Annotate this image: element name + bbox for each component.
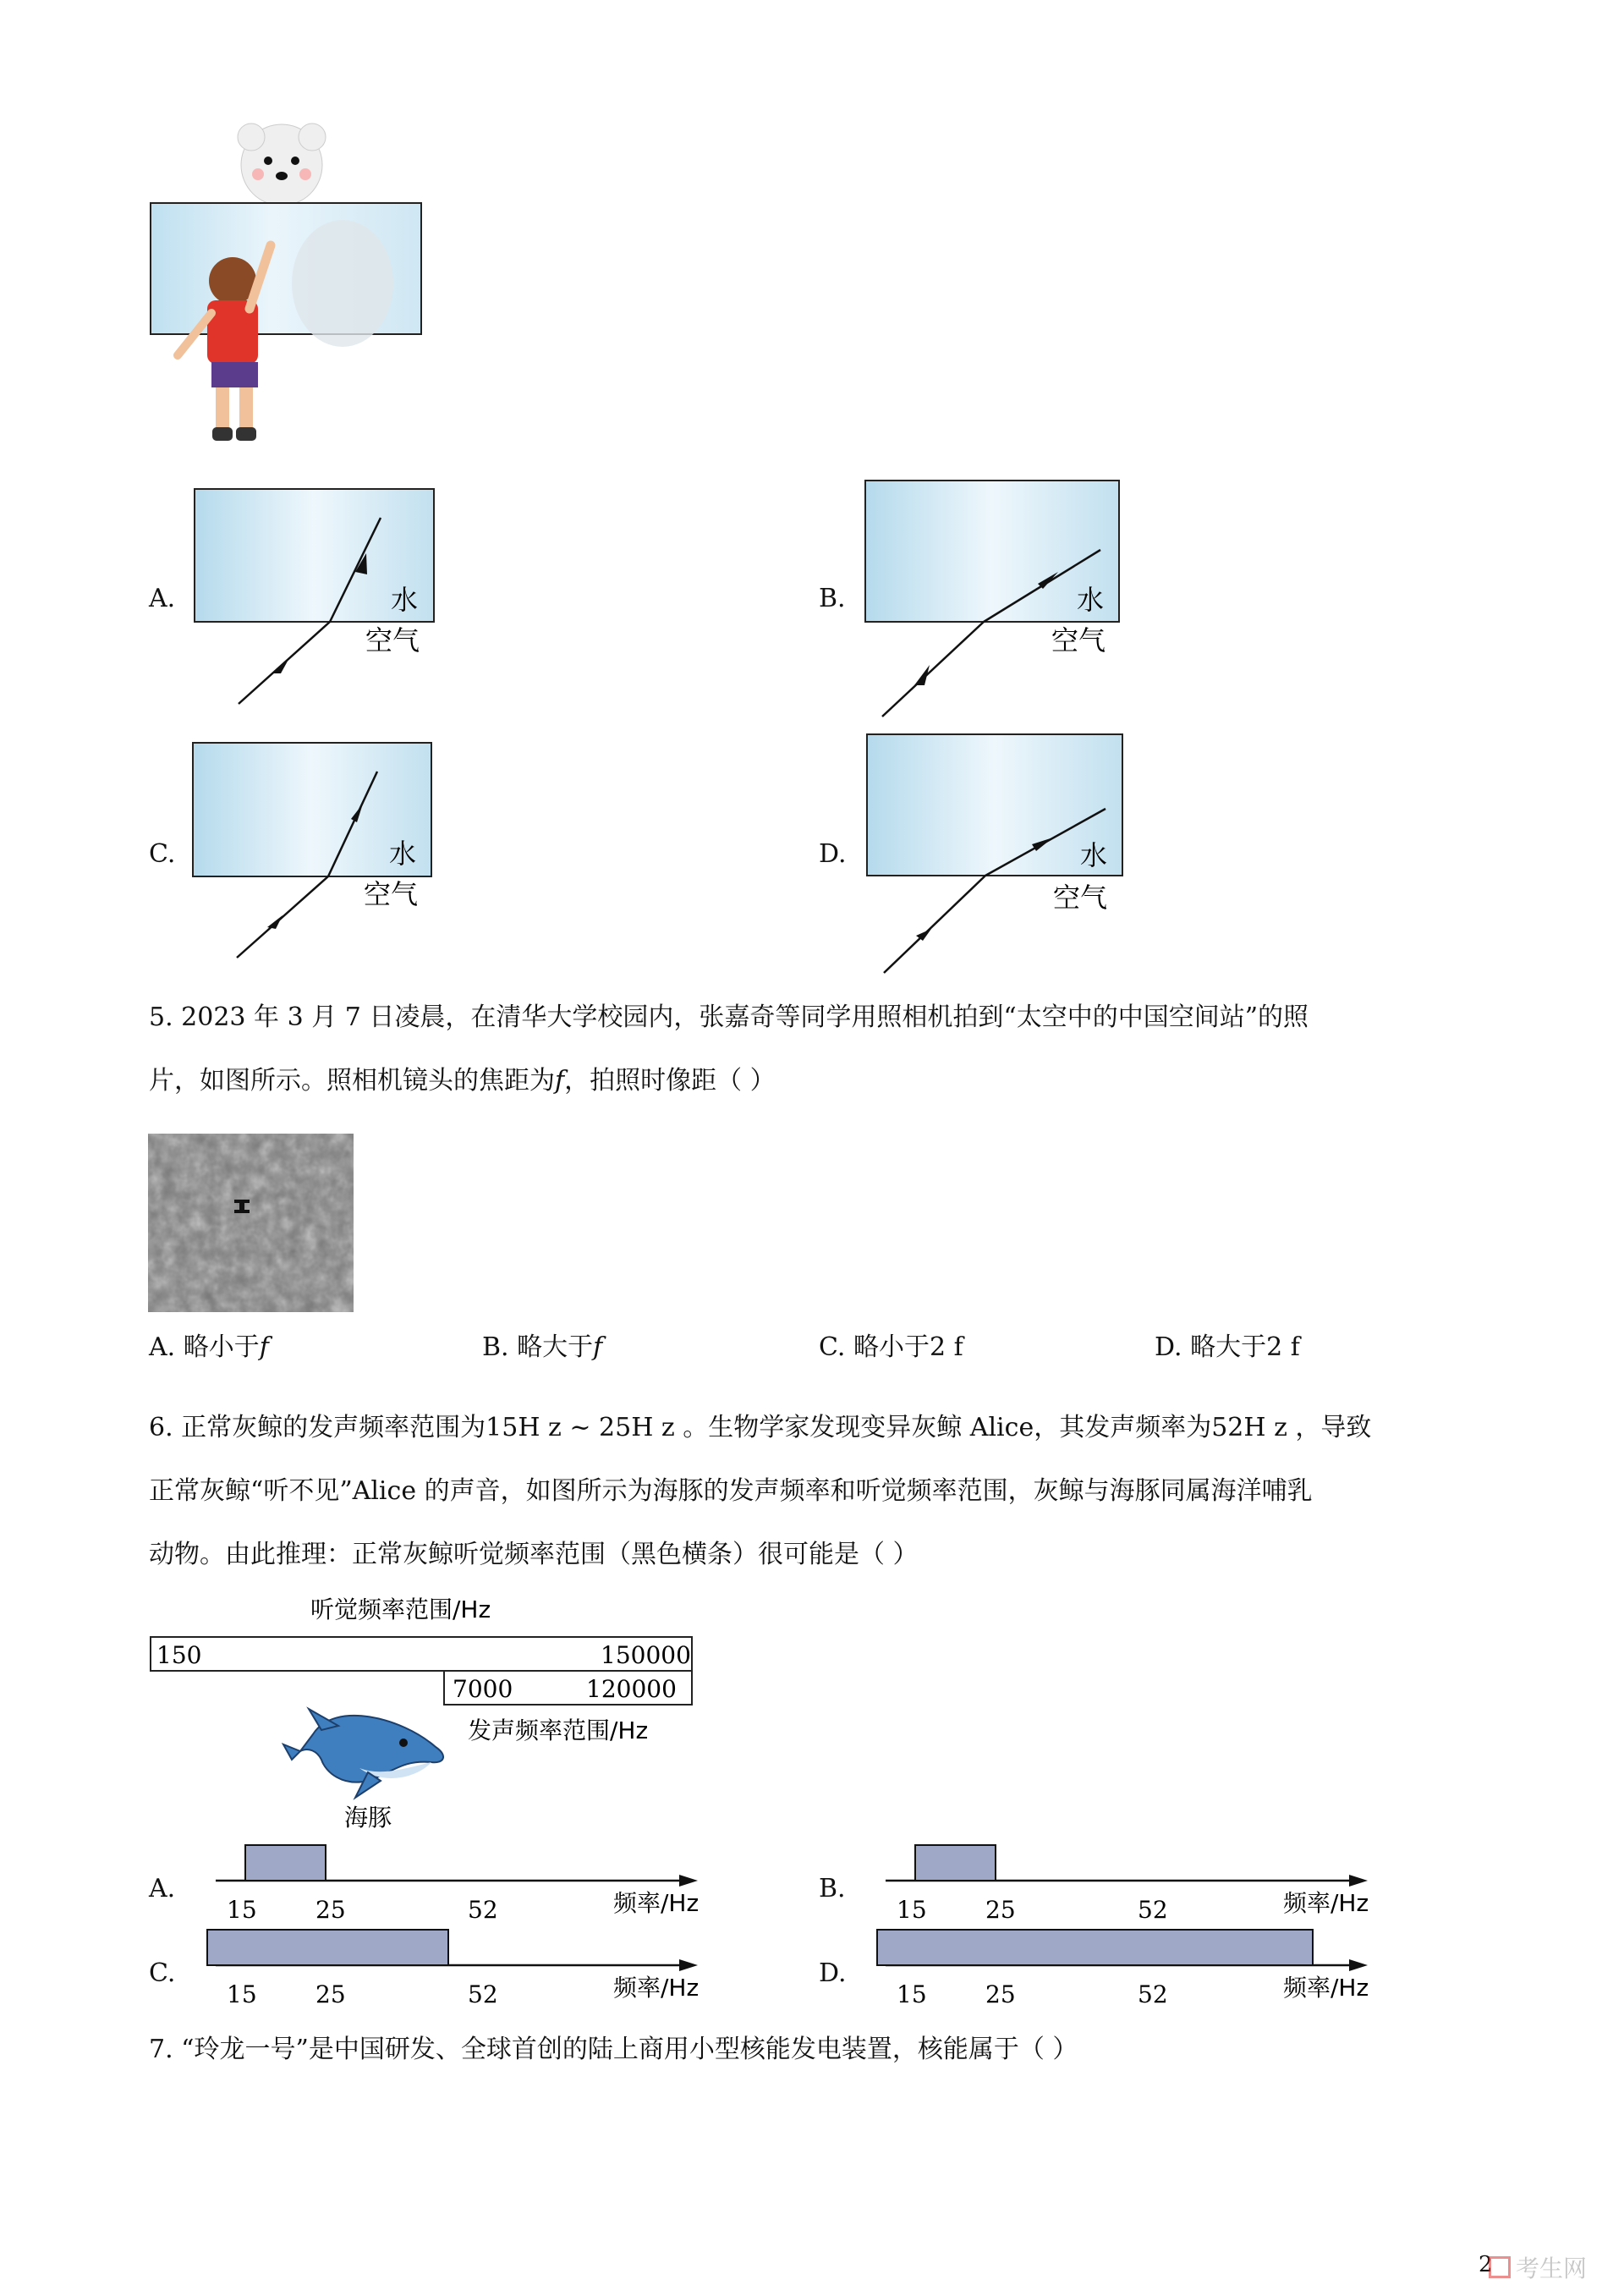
axis-label: 频率/Hz <box>1283 1974 1369 2002</box>
q5-stem-line2-end: ，拍照时像距（ ） <box>564 1066 776 1096</box>
dolphin-icon <box>283 1709 443 1798</box>
water-label: 水 <box>391 584 419 616</box>
axis-label: 频率/Hz <box>613 1889 700 1917</box>
q6-stem-line2: 正常灰鲸“听不见”Alice 的声音，如图所示为海豚的发声频率和听觉频率范围，灰鲸与海豚同属海洋哺乳 <box>149 1476 1313 1506</box>
dolphin-label: 海豚 <box>344 1804 392 1832</box>
q5-stem-line2 <box>149 1064 776 1098</box>
focal-length-symbol: f <box>555 1066 565 1096</box>
watermark-text: 考生网 <box>1516 2255 1588 2282</box>
tick-label: 15 <box>227 1980 257 2008</box>
q6-stem-line3: 动物。由此推理：正常灰鲸听觉频率范围（黑色横条）很可能是（ ） <box>149 1540 919 1569</box>
q4-option-d-label[interactable]: D. <box>819 839 847 869</box>
water-label: 水 <box>389 838 417 870</box>
q4-option-c-label[interactable]: C. <box>149 839 176 869</box>
sound-range-title: 发声频率范围/Hz <box>468 1717 649 1744</box>
watermark-logo-icon <box>1489 2256 1511 2278</box>
q6-option-c-label[interactable]: C. <box>149 1958 176 1988</box>
q4-diagram-b <box>859 474 1129 719</box>
space-station-photo <box>148 1134 354 1312</box>
tick-label: 25 <box>315 1980 346 2008</box>
q6-option-b-label[interactable]: B. <box>819 1874 846 1903</box>
sound-min: 7000 <box>453 1675 513 1703</box>
q6-option-b-axis <box>860 1840 1402 1925</box>
tick-label: 25 <box>985 1896 1016 1924</box>
q7-stem-line1: 7. “玲龙一号”是中国研发、全球首创的陆上商用小型核能发电装置，核能属于（ ） <box>149 2035 1078 2064</box>
child-bear-glass-figure <box>148 118 436 474</box>
dolphin-frequency-figure <box>148 1590 706 1836</box>
sound-max: 120000 <box>586 1675 677 1703</box>
q4-option-a-label[interactable]: A. <box>149 584 176 613</box>
air-label: 空气 <box>1051 624 1106 656</box>
q5-option-b[interactable]: B. 略大于f <box>482 1332 603 1362</box>
hearing-min: 150 <box>156 1641 202 1669</box>
air-label: 空气 <box>1053 882 1108 914</box>
axis-arrow-icon <box>679 1959 698 1971</box>
frequency-bar <box>245 1845 326 1881</box>
tick-label: 25 <box>315 1896 346 1924</box>
axis-label: 频率/Hz <box>613 1974 700 2002</box>
tick-label: 52 <box>468 1980 498 2008</box>
q4-diagram-c <box>186 736 457 969</box>
watermark <box>1489 2250 1587 2284</box>
q6-option-d-label[interactable]: D. <box>819 1958 847 1988</box>
axis-arrow-icon <box>1349 1959 1368 1971</box>
axis-arrow-icon <box>679 1875 698 1887</box>
q6-option-a-label[interactable]: A. <box>149 1874 176 1903</box>
page-number: 2 <box>1479 2252 1493 2277</box>
q5-option-d[interactable]: D. 略大于2 f <box>1155 1332 1300 1362</box>
frequency-bar <box>207 1930 448 1965</box>
q6-stem-line1: 6. 正常灰鲸的发声频率范围为15H z ~ 25H z 。生物学家发现变异灰鲸 Alice，其发声频率为52H z ，导致 <box>149 1413 1372 1442</box>
q6-option-c-axis <box>190 1925 732 2009</box>
q4-diagram-d <box>859 728 1129 977</box>
tick-label: 52 <box>468 1896 498 1924</box>
tick-label: 52 <box>1138 1980 1168 2008</box>
water-label: 水 <box>1077 584 1105 616</box>
axis-label: 频率/Hz <box>1283 1889 1369 1917</box>
q5-option-a[interactable]: A. 略小于f <box>149 1332 269 1362</box>
air-label: 空气 <box>365 624 420 656</box>
q5-option-c[interactable]: C. 略小于2 f <box>819 1332 963 1362</box>
q5-stem-line2-start: 片，如图所示。照相机镜头的焦距为 <box>149 1066 555 1096</box>
tick-label: 15 <box>227 1896 257 1924</box>
hearing-max: 150000 <box>601 1641 691 1669</box>
hearing-range-title: 听觉频率范围/Hz <box>310 1596 491 1623</box>
frequency-bar <box>877 1930 1313 1965</box>
air-label: 空气 <box>364 878 419 910</box>
q5-stem-line1: 5. 2023 年 3 月 7 日凌晨，在清华大学校园内，张嘉奇等同学用照相机拍到“太空中的中国空间站”的照 <box>149 1002 1309 1032</box>
q6-option-a-axis <box>190 1840 732 1925</box>
water-label: 水 <box>1080 839 1108 871</box>
q4-diagram-a <box>186 482 457 715</box>
q4-option-b-label[interactable]: B. <box>819 584 846 613</box>
tick-label: 52 <box>1138 1896 1168 1924</box>
axis-arrow-icon <box>1349 1875 1368 1887</box>
frequency-bar <box>915 1845 996 1881</box>
tick-label: 15 <box>897 1980 927 2008</box>
tick-label: 25 <box>985 1980 1016 2008</box>
q6-option-d-axis <box>860 1925 1402 2009</box>
tick-label: 15 <box>897 1896 927 1924</box>
